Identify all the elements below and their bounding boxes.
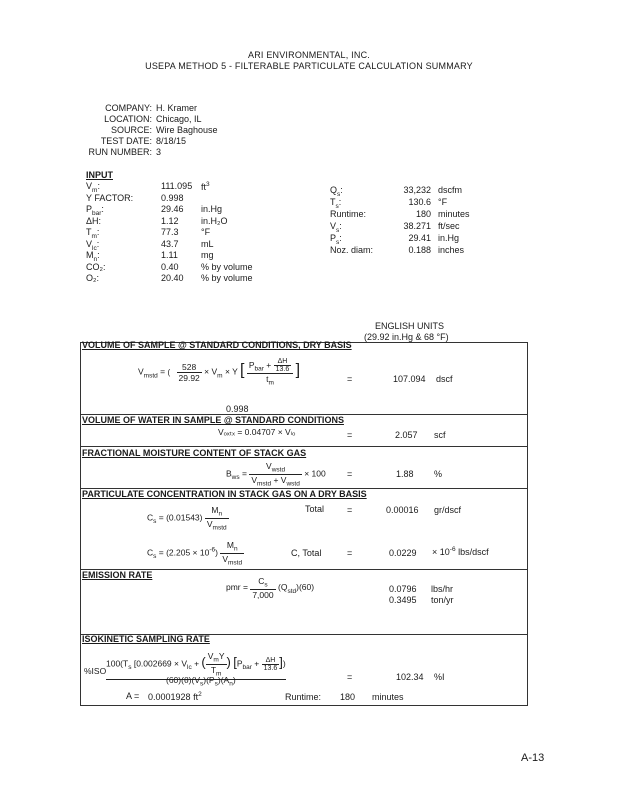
input-value: 0.188 <box>408 245 431 255</box>
input-unit: in.Hg <box>438 233 460 243</box>
input-label: $M_n$: <box>86 250 100 263</box>
input-label: $T_s$: <box>330 197 342 210</box>
nozzle-area-label: A = <box>126 691 140 701</box>
input-unit: $ft^3$ <box>201 181 210 192</box>
input-unit: °F <box>438 197 448 207</box>
input-unit: in.Hg <box>201 204 223 214</box>
input-label: Noz. diam: <box>330 245 374 255</box>
concentration-tag-1: Total <box>305 504 325 514</box>
source-value: Wire Baghouse <box>156 125 218 135</box>
emission-unit-tons: ton/yr <box>431 595 454 605</box>
volume-sample-title: VOLUME OF SAMPLE @ STANDARD CONDITIONS, DRY BASIS <box>82 340 352 350</box>
input-heading: INPUT <box>86 170 113 180</box>
input-unit: mg <box>201 250 214 260</box>
input-unit: °F <box>201 227 211 237</box>
input-label: CO₂: <box>86 261 106 272</box>
emission-value-lbs: 0.0796 <box>389 584 417 594</box>
input-label: ΔH: <box>86 215 102 226</box>
emission-unit-lbs: lbs/hr <box>431 584 454 594</box>
input-value: 38.271 <box>403 221 431 231</box>
units-subtitle: (29.92 in.Hg & 68 °F) <box>364 332 449 342</box>
volume-sample-unit: dscf <box>436 374 453 384</box>
input-value: 33,232 <box>403 185 431 195</box>
moisture-equation: $B_{ws}$ = $\frac{V_{wstd}}{V_{mstd} + V_{wstd}}$ × 100 <box>226 461 326 488</box>
concentration-tag-2: C, Total <box>291 548 322 558</box>
company-label: COMPANY: <box>105 103 152 113</box>
volume-water-value: 2.057 <box>395 430 418 440</box>
input-value: 29.46 <box>161 204 184 214</box>
concentration-title: PARTICULATE CONCENTRATION IN STACK GAS ON A DRY BASIS <box>82 489 367 499</box>
runtime-label: Runtime: <box>285 692 322 702</box>
volume-water-title: VOLUME OF WATER IN SAMPLE @ STANDARD CONDITIONS <box>82 415 344 425</box>
moisture-value: 1.88 <box>396 469 414 479</box>
input-label: $V_{lc}$: <box>86 238 100 252</box>
input-value: 43.7 <box>161 238 179 249</box>
test-date-value: 8/18/15 <box>156 136 187 146</box>
concentration-equation-lb: $C_s = (2.205 \times 10^{-6})$ $\frac{M_n}{V_{mstd}}$ <box>147 540 243 567</box>
isokinetic-label: %ISO <box>84 666 107 676</box>
input-unit: ft/sec <box>438 221 460 231</box>
input-unit: mL <box>201 238 214 249</box>
input-value: 1.12 <box>161 215 179 226</box>
input-value: 130.6 <box>408 197 431 207</box>
input-value: 20.40 <box>161 273 184 283</box>
input-value: 1.11 <box>161 250 178 260</box>
isokinetic-unit: %I <box>434 672 445 682</box>
moisture-title: FRACTIONAL MOISTURE CONTENT OF STACK GAS <box>82 448 307 458</box>
input-unit: % by volume <box>201 261 253 272</box>
input-unit: in.H₂O <box>201 215 228 226</box>
input-unit: inches <box>438 245 465 255</box>
source-label: SOURCE: <box>110 125 152 135</box>
input-unit: dscfm <box>438 185 463 195</box>
emission-value-tons: 0.3495 <box>389 595 417 605</box>
input-value: 29.41 <box>408 233 431 243</box>
location-label: LOCATION: <box>104 114 152 124</box>
input-unit: % by volume <box>201 273 253 283</box>
volume-sample-equation: $V_{mstd}$ = ( $\frac{528}{29.92}$ × $V_m \times Y$ [ $P_{bar}$ + $\frac{\Delta H}{13.6}$ $t_m$ ] <box>138 358 301 387</box>
nozzle-area: 0.0001928 $ft^2$ <box>148 691 202 702</box>
divider <box>80 446 528 447</box>
input-label: $P_s$: <box>330 233 342 246</box>
emission-equation: pmr = $\frac{C_s}{7,000}$ $(Q_{std})(60)$ <box>226 576 315 600</box>
location-value: Chicago, IL <box>156 114 202 124</box>
runtime-unit: minutes <box>372 692 404 702</box>
runtime-value: 180 <box>340 692 356 702</box>
volume-water-unit: scf <box>434 430 446 440</box>
concentration-value-lb: 0.0229 <box>389 548 417 558</box>
input-label: $P_{bar}$: <box>86 204 104 217</box>
units-title: ENGLISH UNITS <box>375 321 445 331</box>
input-value: 111.095 <box>161 181 193 191</box>
page-number: A-13 <box>521 752 545 764</box>
input-unit: minutes <box>438 209 470 219</box>
isokinetic-numerator: $100(T_s$ [$0.002669 \times V_{lc}$ + ( $\frac{V_mY}{T_m}$ ) [$P_{bar}$ + $\frac{\Delta H}{13.6}$ ]) <box>106 651 286 680</box>
input-label: Runtime: <box>330 209 367 219</box>
isokinetic-value: 102.34 <box>396 672 424 682</box>
volume-water-equation: Vₒₓₜₓ = 0.04707 × Vₗₒ <box>218 427 296 437</box>
input-value: 180 <box>415 209 431 219</box>
input-label: Y FACTOR: <box>86 192 134 203</box>
concentration-value-gr: 0.00016 <box>386 505 419 515</box>
input-value: 77.3 <box>161 227 179 237</box>
company-value: H. Kramer <box>156 103 198 113</box>
volume-sample-extra: 0.998 <box>226 404 249 414</box>
input-label: O₂: <box>86 273 99 283</box>
company-name: ARI ENVIRONMENTAL, INC. <box>248 50 370 60</box>
concentration-equation-gr: $C_s = (0.01543)$ $\frac{M_n}{V_{mstd}}$ <box>147 505 227 532</box>
test-date-label: TEST DATE: <box>100 136 152 146</box>
concentration-unit-lb: × $10^{-6}$ lbs/dscf <box>432 546 489 557</box>
run-number-value: 3 <box>156 147 162 157</box>
concentration-unit-gr: gr/dscf <box>434 505 462 515</box>
input-label: $T_m$: <box>86 227 100 240</box>
input-label: $V_s$: <box>330 221 342 234</box>
isokinetic-title: ISOKINETIC SAMPLING RATE <box>82 634 210 644</box>
input-value: 0.998 <box>161 192 184 203</box>
volume-sample-value: 107.094 <box>393 374 426 384</box>
emission-title: EMISSION RATE <box>82 570 153 580</box>
input-value: 0.40 <box>161 261 179 272</box>
report-title: USEPA METHOD 5 - FILTERABLE PARTICULATE CALCULATION SUMMARY <box>145 61 473 71</box>
input-label: $V_m$: <box>86 181 100 194</box>
run-number-label: RUN NUMBER: <box>88 147 152 157</box>
input-label: $Q_s$: <box>330 185 343 198</box>
moisture-unit: % <box>434 469 443 479</box>
isokinetic-denominator: $(60)(\theta)(V_s)(P_s)(A_n)$ <box>166 675 236 688</box>
